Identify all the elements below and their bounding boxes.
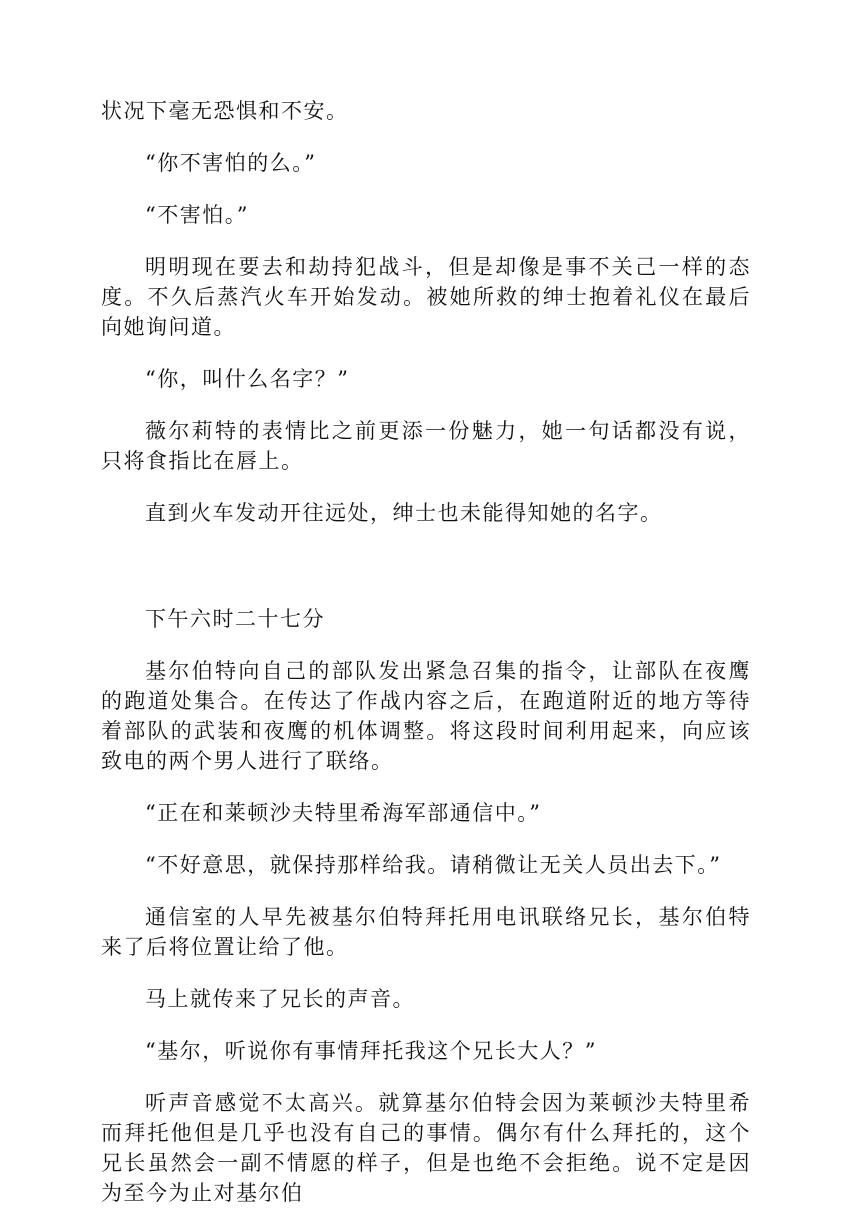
paragraph: 马上就传来了兄长的声音。 — [145, 987, 415, 1011]
dialogue-line: “不好意思，就保持那样给我。请稍微让无关人员出去下。” — [145, 853, 722, 877]
paragraph: 薇尔莉特的表情比之前更添一份魅力，她一句话都没有说，只将食指比在唇上。 — [101, 419, 751, 473]
dialogue-line: “你不害怕的么。” — [145, 151, 317, 175]
paragraph: 听声音感觉不太高兴。就算基尔伯特会因为莱顿沙夫特里希而拜托他但是几乎也没有自己的事情。偶尔有什么拜托的，这个兄长虽然会一副不情愿的样子，但是也绝不会拒绝。说不定是因为至今为止对基尔伯 — [101, 1091, 751, 1205]
paragraph: 直到火车发动开往远处，绅士也未能得知她的名字。 — [145, 501, 663, 525]
paragraph-continuation: 状况下毫无恐惧和不安。 — [101, 99, 349, 123]
dialogue-line: “你，叫什么名字？” — [145, 367, 350, 391]
paragraph: 基尔伯特向自己的部队发出紧急召集的指令，让部队在夜鹰的跑道处集合。在传达了作战内容之后，在跑道附近的地方等待着部队的武装和夜鹰的机体调整。将这段时间利用起来，向应该致电的两个男人进行了联络。 — [101, 659, 751, 773]
document-page — [101, 96, 751, 1208]
paragraph: 通信室的人早先被基尔伯特拜托用电讯联络兄长，基尔伯特来了后将位置让给了他。 — [101, 905, 751, 959]
dialogue-line: “基尔，听说你有事情拜托我这个兄长大人？” — [145, 1039, 597, 1063]
dialogue-line: “正在和莱顿沙夫特里希海军部通信中。” — [145, 801, 542, 825]
paragraph: 明明现在要去和劫持犯战斗，但是却像是事不关己一样的态度。不久后蒸汽火车开始发动。被她所救的绅士抱着礼仪在最后向她询问道。 — [101, 255, 751, 339]
section-time-heading: 下午六时二十七分 — [145, 607, 325, 631]
dialogue-line: “不害怕。” — [145, 203, 249, 227]
